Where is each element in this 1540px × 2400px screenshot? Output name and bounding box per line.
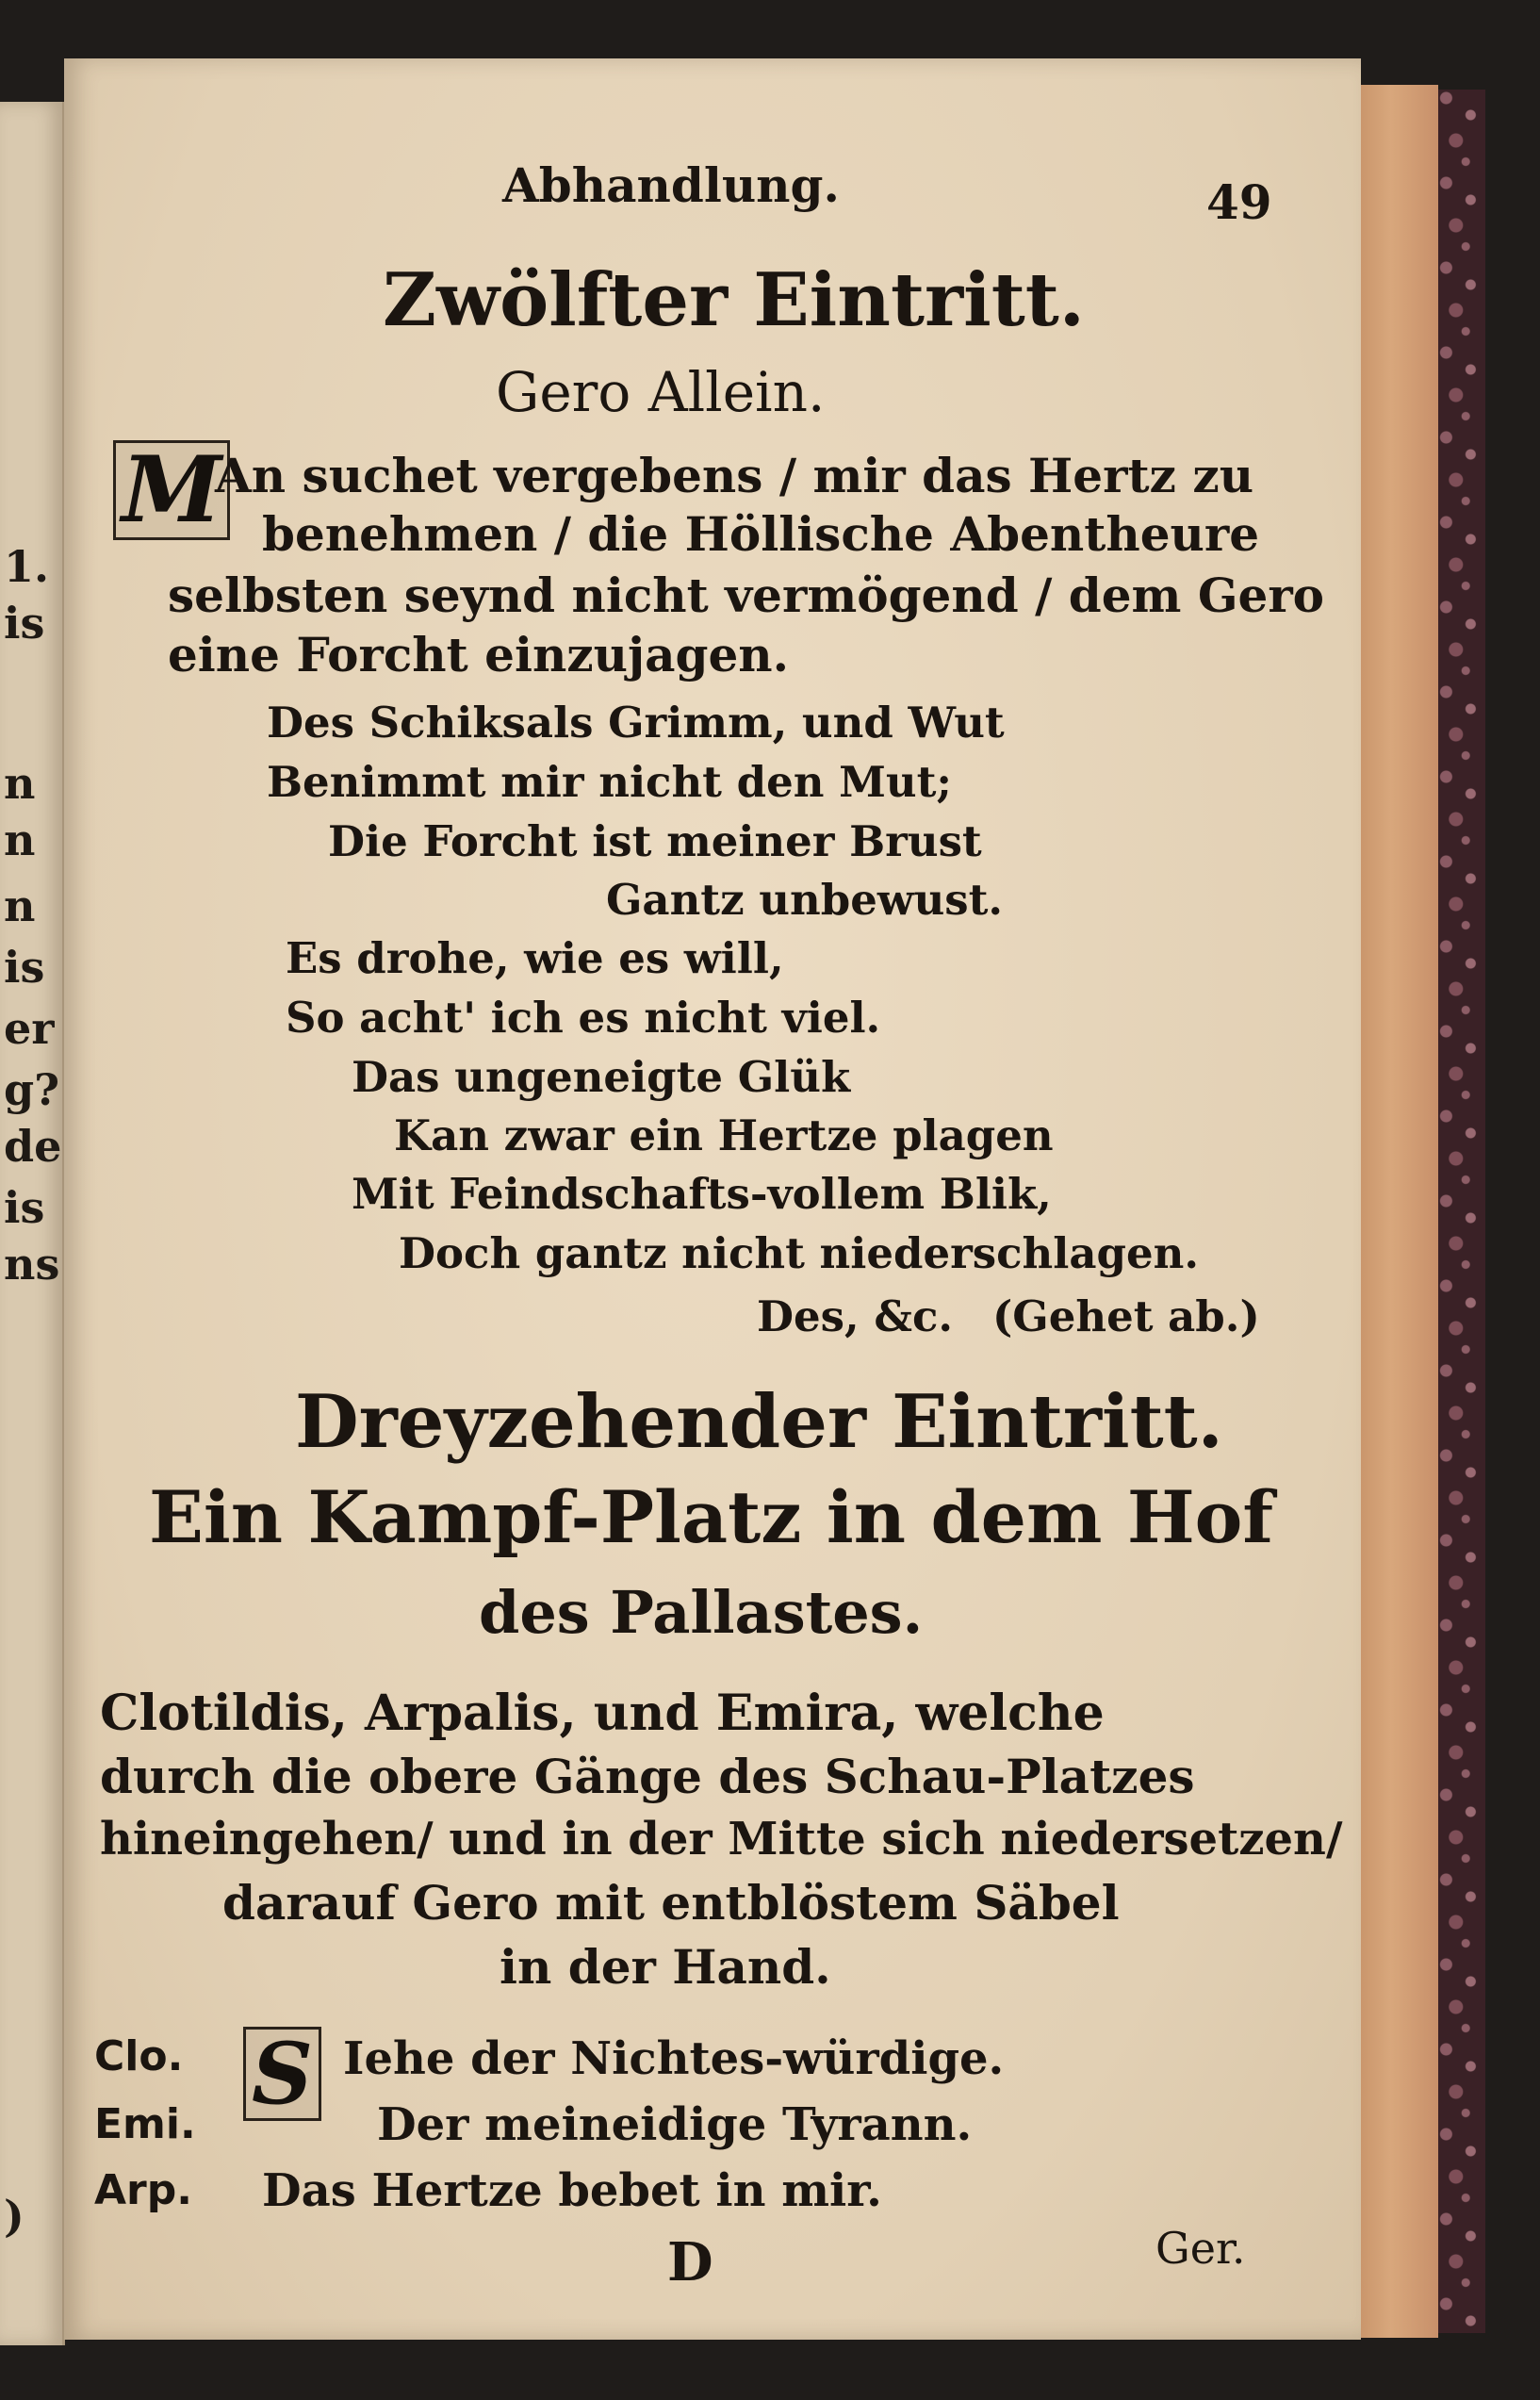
edge-fragment: 1.	[4, 541, 50, 592]
prose-line: An suchet vergebens / mir das Hertz zu	[215, 448, 1254, 503]
edge-fragment: is	[4, 942, 45, 993]
book-page	[64, 58, 1361, 2340]
prose-line: selbsten seynd nicht vermögend / dem Gero	[168, 567, 1325, 623]
direction-line: hineingehen/ und in der Mitte sich niedersetzen/	[100, 1813, 1343, 1866]
scene-setting: Ein Kampf-Platz in dem Hof	[149, 1475, 1274, 1559]
dialogue-line: Das Hertze bebet in mir.	[262, 2164, 882, 2217]
direction-line: durch die obere Gänge des Schau-Platzes	[100, 1749, 1195, 1804]
verse-line: Es drohe, wie es will,	[286, 933, 784, 983]
speaker-label: Arp.	[94, 2166, 192, 2214]
edge-fragment: de	[4, 1121, 62, 1172]
signature-mark: D	[667, 2231, 713, 2293]
verse-line: Mit Feindschafts-vollem Blik,	[352, 1169, 1052, 1219]
edge-fragment: g?	[4, 1064, 60, 1115]
edge-fragment: is	[4, 1182, 45, 1233]
scene-heading: Zwölfter Eintritt.	[383, 257, 1085, 343]
edge-fragment: n	[4, 880, 36, 931]
edge-fragment: ns	[4, 1239, 60, 1290]
marbled-cover	[1434, 90, 1485, 2333]
catchword: Ger.	[1155, 2223, 1246, 2274]
direction-line: in der Hand.	[500, 1939, 831, 1995]
prose-line: eine Forcht einzujagen.	[168, 627, 790, 682]
verse-line: Das ungeneigte Glük	[352, 1052, 851, 1102]
dialogue-line: Der meineidige Tyrann.	[377, 2098, 973, 2151]
edge-fragment: is	[4, 598, 45, 649]
dialogue-line: Iehe der Nichtes-würdige.	[343, 2032, 1005, 2085]
drop-cap: M	[113, 440, 230, 540]
speaker-label: Emi.	[94, 2100, 196, 2148]
verse-line: So acht' ich es nicht viel.	[286, 993, 881, 1043]
closing-refrain: Des, &c.	[757, 1291, 954, 1341]
edge-fragment: er	[4, 1003, 55, 1054]
edge-fragment: n	[4, 758, 36, 809]
speaker-label: Clo.	[94, 2032, 184, 2080]
previous-page-edge	[0, 102, 65, 2345]
stage-direction: (Gehet ab.)	[992, 1291, 1260, 1341]
running-title: Abhandlung.	[502, 157, 840, 213]
scene-setting: des Pallastes.	[479, 1578, 924, 1647]
scene-heading: Dreyzehender Eintritt.	[295, 1379, 1223, 1465]
verse-line: Gantz unbewust.	[606, 875, 1004, 925]
page-number: 49	[1206, 174, 1272, 230]
verse-line: Des Schiksals Grimm, und Wut	[267, 698, 1005, 748]
edge-fragment: n	[4, 814, 36, 865]
verse-line: Kan zwar ein Hertze plagen	[394, 1110, 1054, 1160]
scene-subheading: Gero Allein.	[496, 360, 826, 424]
direction-line: Clotildis, Arpalis, und Emira, welche	[100, 1685, 1105, 1742]
prose-line: benehmen / die Höllische Abentheure	[262, 506, 1260, 562]
direction-line: darauf Gero mit entblöstem Säbel	[222, 1875, 1120, 1931]
edge-fragment: )	[4, 2191, 25, 2242]
verse-line: Benimmt mir nicht den Mut;	[267, 757, 953, 807]
verse-line: Die Forcht ist meiner Brust	[328, 816, 982, 866]
verse-line: Doch gantz nicht niederschlagen.	[399, 1228, 1199, 1278]
drop-cap: S	[243, 2027, 321, 2121]
page-block-edge	[1357, 85, 1438, 2338]
